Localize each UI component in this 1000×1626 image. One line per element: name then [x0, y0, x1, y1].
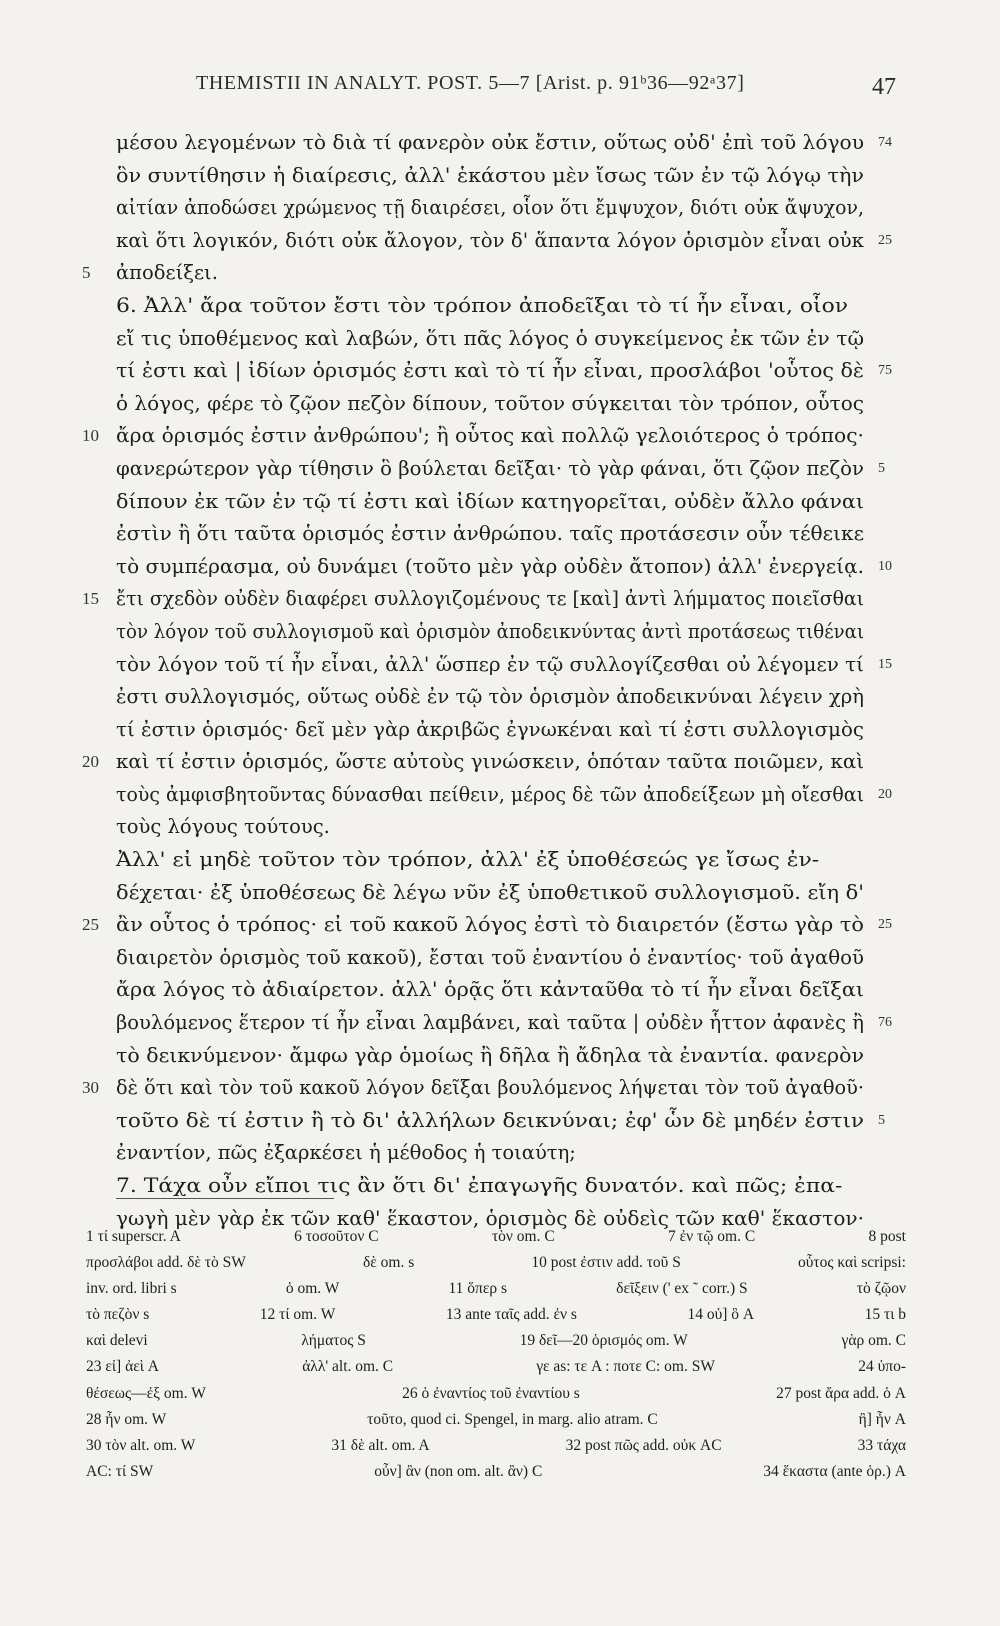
line-text: μέσου λεγομένων τὸ διὰ τί φανερὸν οὐκ ἔστιν, οὕτως οὐδ' ἐπὶ τοῦ λόγου — [116, 131, 864, 154]
text-line — [116, 127, 892, 160]
text-line — [116, 877, 870, 910]
line-number-right: 74 — [878, 135, 892, 150]
apparatus-entry: προσλάβοι add. δὲ τὸ SW — [86, 1254, 246, 1272]
line-number-left: 20 — [82, 752, 99, 772]
line-number-left: 30 — [82, 1078, 99, 1098]
line-text: τοῦτο δὲ τί ἐστιν ἢ τὸ δι' ἀλλήλων δεικνύναι; ἐφ' ὧν δὲ μηδέν ἐστιν — [116, 1108, 864, 1132]
apparatus-entry: γὰρ om. C — [841, 1332, 906, 1350]
apparatus-entry: AC: τί SW — [86, 1462, 154, 1480]
text-line — [116, 844, 870, 877]
line-text: ἂν οὗτος ὁ τρόπος· εἰ τοῦ κακοῦ λόγος ἐστὶ τὸ διαιρετόν (ἔστω γὰρ τὸ — [116, 913, 864, 937]
text-line — [116, 160, 870, 193]
apparatus-line — [86, 1459, 906, 1485]
apparatus-entry: τὸν om. C — [491, 1228, 555, 1245]
line-text: φανερώτερον γὰρ τίθησιν ὃ βούλεται δεῖξαι· τὸ γὰρ φάναι, ὅτι ζῷον πεζὸν — [116, 456, 864, 480]
line-text: εἴ τις ὑποθέμενος καὶ λαβών, ὅτι πᾶς λόγος ὁ συγκείμενος ἐκ τῶν ἐν τῷ — [116, 326, 864, 350]
apparatus-entry: οὗτος καὶ scripsi: — [797, 1254, 906, 1272]
apparatus-entry: τοῦτο, quod ci. Spengel, in marg. alio atram. C — [367, 1410, 658, 1428]
apparatus-entry: 32 post πῶς add. οὐκ AC — [565, 1436, 722, 1454]
apparatus-entry: 6 τοσοῦτον C — [294, 1228, 379, 1245]
line-text: δὲ ὅτι καὶ τὸν τοῦ κακοῦ λόγον δεῖξαι βουλόμενος λήψεται τὸν τοῦ ἀγαθοῦ· — [116, 1076, 864, 1100]
line-text: 6. Ἀλλ' ἄρα τοῦτον ἔστι τὸν τρόπον ἀποδεῖξαι τὸ τί ἦν εἶναι, οἷον — [116, 293, 849, 317]
text-line — [82, 746, 870, 779]
text-line — [82, 257, 870, 290]
apparatus-line — [86, 1224, 906, 1250]
line-text: γωγὴ μὲν γὰρ ἐκ τῶν καθ' ἕκαστον, ὁρισμὸς δὲ οὐδεὶς τῶν καθ' ἕκαστον· — [116, 1206, 864, 1230]
line-text: τοὺς ἀμφισβητοῦντας δύνασθαι πείθειν, μέρος δὲ τῶν ἀποδείξεων μὴ οἴεσθαι — [116, 782, 864, 806]
line-number-left: 25 — [82, 915, 99, 935]
line-number-right: 75 — [878, 363, 892, 379]
footnote-rule — [116, 1198, 334, 1199]
apparatus-entry: 30 τὸν alt. om. W — [86, 1436, 196, 1454]
text-line — [116, 1105, 885, 1138]
apparatus-line — [86, 1250, 906, 1276]
apparatus-entry: δεῖξειν (' ex ˜ corr.) S — [616, 1280, 748, 1298]
apparatus-entry: 12 τί om. W — [259, 1306, 336, 1324]
apparatus-entry: λήματος S — [301, 1332, 366, 1350]
apparatus-entry: 10 post ἐστιν add. τοῦ S — [531, 1254, 681, 1272]
apparatus-entry: 13 ante ταῖς add. ἐν s — [445, 1306, 577, 1324]
apparatus-entry: 19 δεῖ—20 ὁρισμός om. W — [519, 1332, 688, 1350]
apparatus-entry: 1 τί superscr. A — [86, 1228, 181, 1245]
apparatus-entry: 15 τι b — [864, 1306, 906, 1324]
apparatus-entry: δὲ om. s — [362, 1254, 415, 1272]
line-text: δίπουν ἐκ τῶν ἐν τῷ τί ἐστι καὶ ἰδίων κατηγορεῖται, οὐδὲν ἄλλο φάναι — [116, 489, 865, 513]
line-text: ἀποδείξει. — [116, 261, 218, 285]
text-line — [116, 1040, 870, 1073]
text-line — [116, 486, 870, 519]
running-title: THEMISTII IN ANALYT. POST. 5—7 [Arist. p. 91ᵇ36—92ᵃ37] — [196, 72, 745, 94]
text-line — [82, 420, 870, 453]
apparatus-entry: 31 δὲ alt. om. A — [331, 1436, 430, 1454]
line-number-right: 20 — [878, 786, 892, 802]
line-text: ὃν συντίθησιν ἡ διαίρεσις, ἀλλ' ἑκάστου μὲν ἴσως τῶν ἐν τῷ λόγῳ τὴν — [116, 163, 864, 187]
page-number: 47 — [872, 74, 896, 100]
text-line — [116, 518, 870, 551]
line-number-right: 25 — [878, 917, 892, 933]
apparatus-entry: 34 ἕκαστα (ante ὁρ.) A — [763, 1462, 906, 1480]
line-text: ἄρα ὁρισμός ἐστιν ἀνθρώπου'; ἢ οὗτος καὶ πολλῷ γελοιότερος ὁ τρόπος· — [116, 424, 864, 448]
text-line — [116, 779, 892, 812]
apparatus-entry: ἢ] ἦν A — [858, 1410, 906, 1428]
text-line — [116, 681, 870, 714]
text-line — [116, 551, 892, 584]
text-line — [116, 225, 892, 258]
line-text: τοὺς λόγους τούτους. — [116, 815, 330, 839]
line-text: 7. Τάχα οὖν εἴποι τις ἂν ὅτι δι' ἐπαγωγῆς δυνατόν. καὶ πῶς; ἐπα- — [116, 1174, 843, 1197]
text-line — [116, 323, 870, 356]
line-text: ἐστὶν ἢ ὅτι ταῦτα ὁρισμός ἐστιν ἀνθρώπου. ταῖς προτάσεσιν οὖν τέθεικε — [116, 522, 864, 546]
apparatus-line — [86, 1381, 906, 1407]
text-line — [116, 649, 892, 682]
text-line — [116, 974, 870, 1007]
line-number-right: 15 — [878, 656, 892, 672]
apparatus-line — [86, 1276, 906, 1302]
text-line — [82, 583, 870, 616]
line-text: ἐστι συλλογισμός, οὕτως οὐδὲ ἐν τῷ τὸν ὁρισμὸν ἀποδεικνύναι λέγειν χρὴ — [116, 685, 864, 709]
apparatus-line — [86, 1354, 906, 1380]
line-text: ὁ λόγος, φέρε τὸ ζῷον πεζὸν δίπουν, τοῦτον σύγκειται τὸν τρόπον, οὗτος — [116, 391, 864, 415]
line-text: ἔτι σχεδὸν οὐδὲν διαφέρει συλλογιζομένους τε [καὶ] ἀντὶ λήμματος ποιεῖσθαι — [116, 587, 864, 611]
line-number-left: 10 — [82, 426, 99, 446]
text-line — [116, 1007, 892, 1040]
line-text: διαιρετὸν ὁρισμὸς τοῦ κακοῦ), ἔσται τοῦ ἐναντίου ὁ ἐναντίος· τοῦ ἀγαθοῦ — [116, 945, 864, 969]
text-line — [82, 1072, 870, 1105]
apparatus-entry: θέσεως—ἐξ om. W — [86, 1384, 206, 1402]
line-number-right: 5 — [878, 460, 885, 476]
line-text: τὸ δεικνύμενον· ἄμφω γὰρ ὁμοίως ἢ δῆλα ἢ ἄδηλα τὰ ἐναντία. φανερὸν — [116, 1043, 864, 1067]
apparatus-entry: 33 τάχα — [857, 1436, 906, 1454]
text-line — [116, 1137, 870, 1170]
line-text: βουλόμενος ἕτερον τί ἦν εἶναι λαμβάνει, καὶ ταῦτα | οὐδὲν ἧττον ἀφανὲς ἢ — [116, 1011, 864, 1035]
apparatus-line — [86, 1407, 906, 1433]
line-text: Ἀλλ' εἰ μηδὲ τοῦτον τὸν τρόπον, ἀλλ' ἐξ ὑποθέσεώς γε ἴσως ἐν- — [116, 848, 820, 872]
critical-apparatus — [86, 1224, 906, 1485]
apparatus-entry: 26 ὁ ἐναντίος τοῦ ἐναντίου s — [402, 1384, 580, 1402]
line-text: καὶ τί ἐστιν ὁρισμός, ὥστε αὐτοὺς γινώσκειν, ὁπόταν ταῦτα ποιῶμεν, καὶ — [116, 750, 865, 774]
line-number-left: 15 — [82, 589, 99, 609]
line-number-right: 76 — [878, 1015, 892, 1031]
apparatus-entry: 28 ἦν om. W — [86, 1410, 167, 1428]
apparatus-line — [86, 1328, 906, 1354]
line-text: ἐναντίον, πῶς ἐξαρκέσει ἡ μέθοδος ἡ τοιαύτη; — [116, 1141, 576, 1165]
apparatus-entry: 27 post ἄρα add. ὁ A — [776, 1384, 906, 1402]
line-text: τί ἐστι καὶ | ἰδίων ὁρισμός ἐστι καὶ τὸ τί ἦν εἶναι, προσλάβοι 'οὗτος δὲ — [116, 359, 864, 383]
apparatus-entry: καὶ delevi — [86, 1332, 148, 1350]
text-line — [116, 942, 870, 975]
text-line — [116, 388, 870, 421]
apparatus-entry: 7 ἐν τῷ om. C — [667, 1228, 756, 1245]
apparatus-entry: ἀλλ' alt. om. C — [302, 1358, 394, 1376]
apparatus-line — [86, 1433, 906, 1459]
apparatus-entry: ὁ om. W — [285, 1280, 340, 1298]
text-line — [82, 909, 892, 942]
text-line — [116, 811, 870, 844]
line-text: δέχεται· ἐξ ὑποθέσεως δὲ λέγω νῦν ἐξ ὑποθετικοῦ συλλογισμοῦ. εἴη δ' — [116, 880, 864, 904]
main-text — [82, 127, 892, 1235]
apparatus-entry: 24 ὑπο- — [858, 1358, 906, 1376]
apparatus-entry: τὸ ζῷον — [856, 1280, 906, 1298]
text-line — [116, 290, 870, 323]
apparatus-entry: γε as: τε A : ποτε C: om. SW — [536, 1358, 715, 1376]
line-text: τί ἐστιν ὁρισμός· δεῖ μὲν γὰρ ἀκριβῶς ἐγνωκέναι καὶ τί ἐστι συλλογισμὸς — [116, 717, 864, 741]
apparatus-line — [86, 1302, 906, 1328]
apparatus-entry: οὖν] ἂν (non om. alt. ἂν) C — [374, 1462, 543, 1480]
line-text: καὶ ὅτι λογικόν, διότι οὐκ ἄλογον, τὸν δ' ἅπαντα λόγον ὁρισμὸν εἶναι οὐκ — [116, 228, 864, 252]
line-text: τὸν λόγον τοῦ συλλογισμοῦ καὶ ὁρισμὸν ἀποδεικνύντας ἀντὶ προτάσεως τιθέναι — [116, 619, 864, 643]
line-text: τὸ συμπέρασμα, οὐ δυνάμει (τοῦτο μὲν γὰρ οὐδὲν ἄτοπον) ἀλλ' ἐνεργείᾳ. — [116, 554, 864, 578]
line-text: ἄρα λόγος τὸ ἀδιαίρετον. ἀλλ' ὁρᾷς ὅτι κἀνταῦθα τὸ τί ἦν εἶναι δεῖξαι — [116, 978, 864, 1002]
line-number-left: 5 — [82, 263, 91, 283]
line-number-right: 5 — [878, 1112, 885, 1128]
apparatus-entry: 11 ὅπερ s — [448, 1280, 508, 1298]
apparatus-entry: 8 post — [868, 1228, 906, 1245]
apparatus-entry: τὸ πεζὸν s — [86, 1306, 150, 1324]
text-line — [116, 355, 892, 388]
line-text: τὸν λόγον τοῦ τί ἦν εἶναι, ἀλλ' ὥσπερ ἐν τῷ συλλογίζεσθαι οὐ λέγομεν τί — [116, 652, 864, 676]
text-line — [116, 453, 885, 486]
text-line — [116, 192, 870, 225]
apparatus-entry: inv. ord. libri s — [86, 1280, 177, 1298]
line-number-right: 25 — [878, 232, 892, 248]
text-line — [116, 616, 870, 649]
apparatus-entry: 14 οὐ] ὃ A — [687, 1306, 755, 1324]
line-text: αἰτίαν ἀποδώσει χρώμενος τῇ διαιρέσει, οἷον ὅτι ἔμψυχον, διότι οὐκ ἄψυχον, — [116, 196, 864, 220]
apparatus-entry: 23 εἰ] ἀεὶ A — [86, 1358, 159, 1376]
text-line — [116, 714, 870, 747]
line-number-right: 10 — [878, 558, 892, 574]
